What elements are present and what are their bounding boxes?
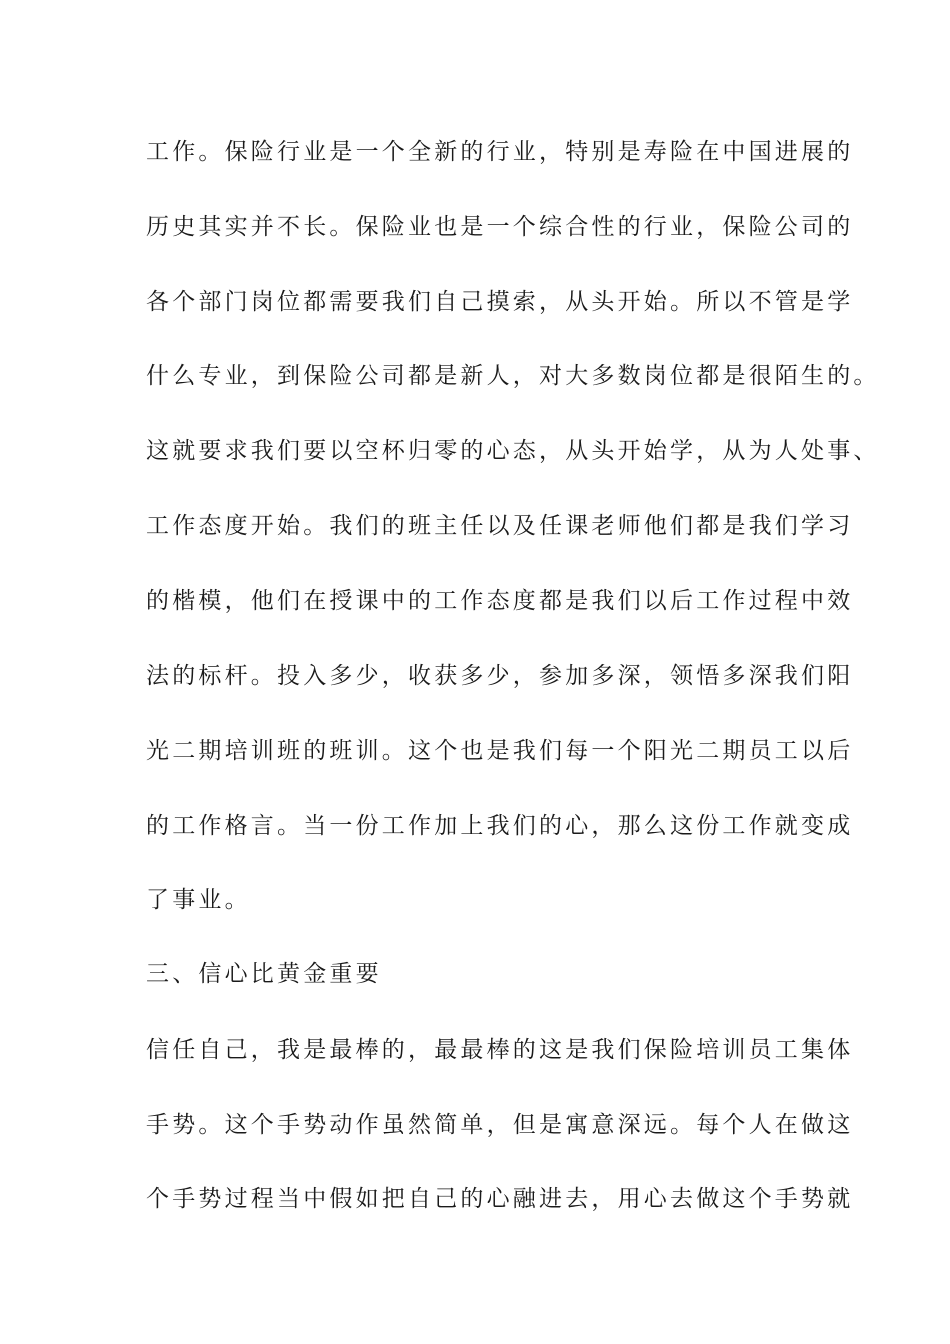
text-line-12: 信任自己，我是最棒的，最最棒的这是我们保险培训员工集体 [146, 1037, 854, 1063]
text-line-2: 历史其实并不长。保险业也是一个综合性的行业，保险公司的 [146, 214, 854, 240]
text-line-9: 光二期培训班的班训。这个也是我们每一个阳光二期员工以后 [146, 738, 854, 764]
text-line-7: 的楷模，他们在授课中的工作态度都是我们以后工作过程中效 [146, 588, 854, 614]
text-line-10: 的工作格言。当一份工作加上我们的心，那么这份工作就变成 [146, 813, 854, 839]
text-line-11: 了事业。 [146, 887, 251, 913]
text-line-4: 什么专业，到保险公司都是新人，对大多数岗位都是很陌生的。 [146, 363, 880, 389]
text-line-8: 法的标杆。投入多少，收获多少，参加多深，领悟多深我们阳 [146, 663, 854, 689]
section-heading: 三、信心比黄金重要 [146, 961, 382, 987]
text-line-14: 个手势过程当中假如把自己的心融进去，用心去做这个手势就 [146, 1186, 854, 1212]
text-line-5: 这就要求我们要以空杯归零的心态，从头开始学，从为人处事、 [146, 438, 880, 464]
text-line-1: 工作。保险行业是一个全新的行业，特别是寿险在中国进展的 [146, 139, 854, 165]
text-line-3: 各个部门岗位都需要我们自己摸索，从头开始。所以不管是学 [146, 289, 854, 315]
text-line-6: 工作态度开始。我们的班主任以及任课老师他们都是我们学习 [146, 513, 854, 539]
text-line-13: 手势。这个手势动作虽然简单，但是寓意深远。每个人在做这 [146, 1112, 854, 1138]
